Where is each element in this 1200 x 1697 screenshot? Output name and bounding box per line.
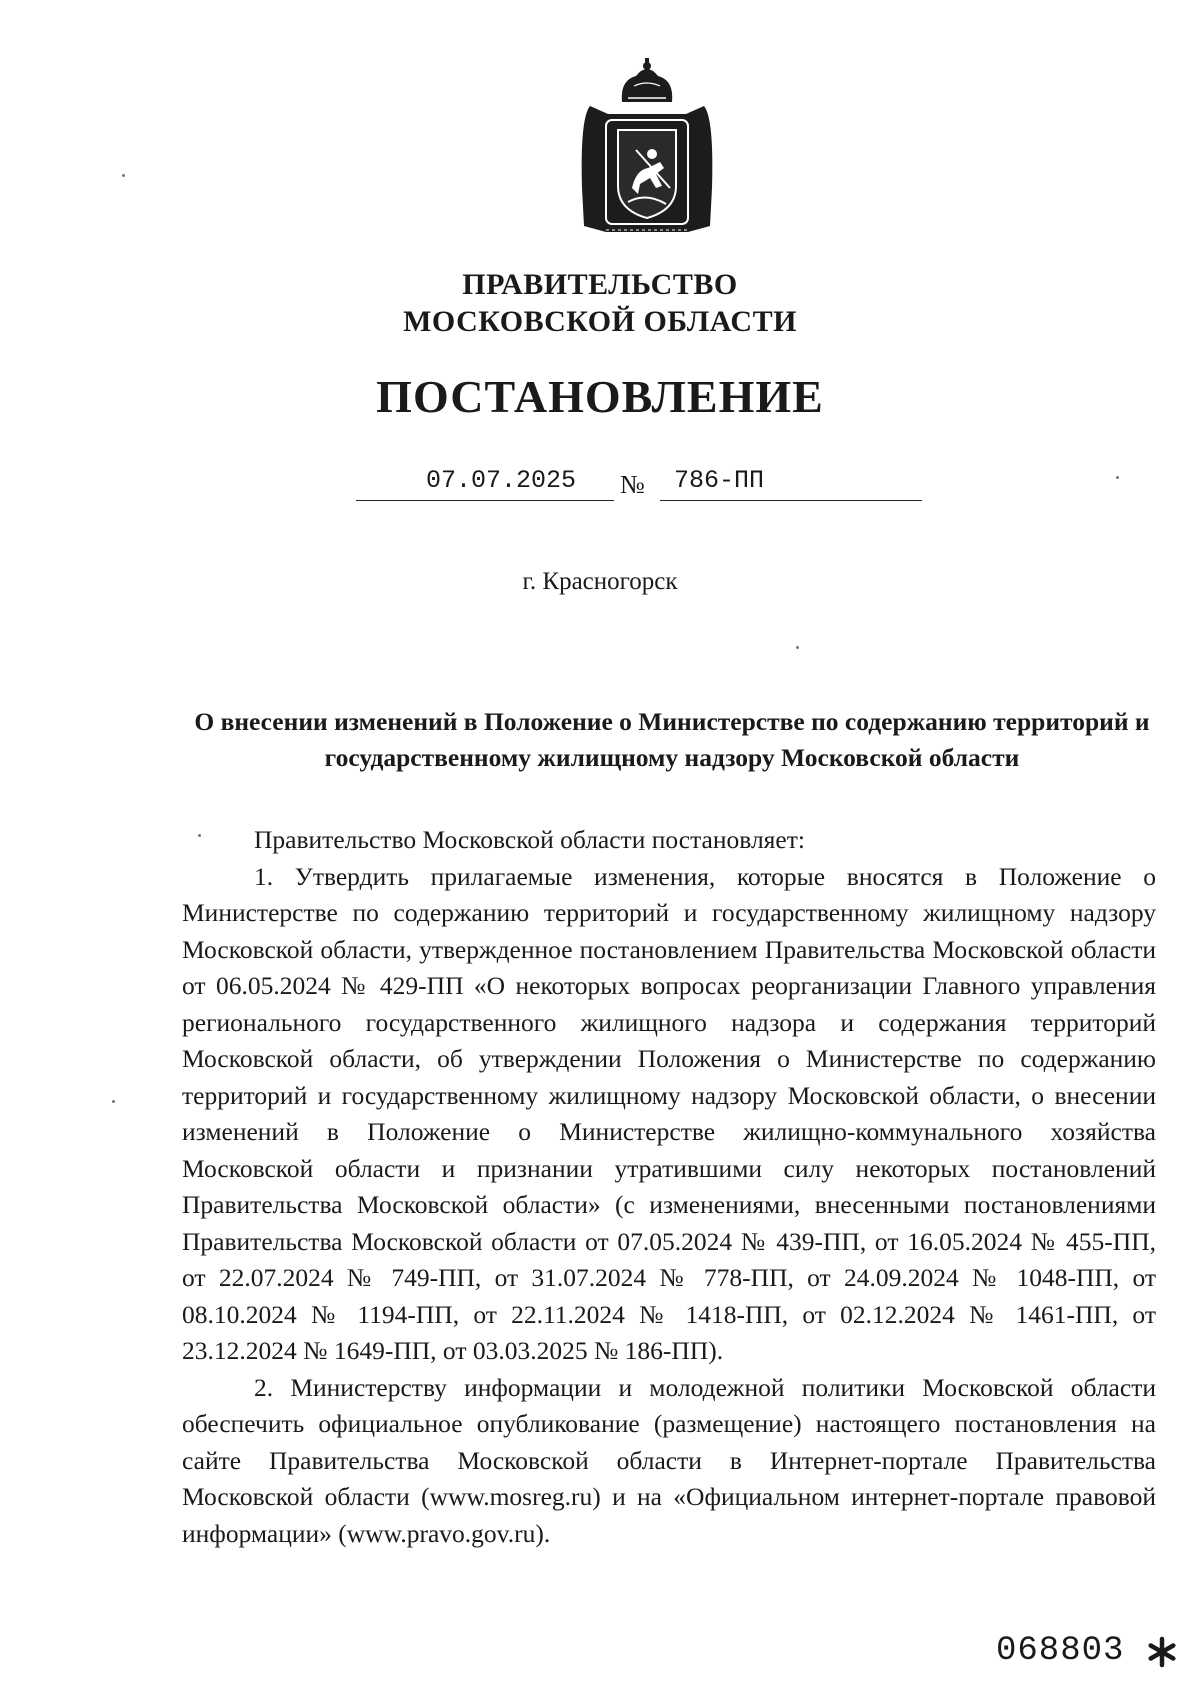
asterisk-icon (1146, 1636, 1178, 1668)
document-body (182, 822, 1156, 1552)
scan-speck (1116, 476, 1119, 479)
scan-speck (122, 174, 125, 177)
body-item-1: 1. Утвердить прилагаемые изменения, которые вносятся в Положение о Министерстве по содержанию территорий и государственному жилищному надзору Московской области, утвержденное постановлением Правительства Московской области от 06.05.2024 № 429-ПП «О некоторых вопросах реорганизации Главного управления регионального государственного жилищного надзора и содержания территорий Московской области, об утверждении Положения о Министерстве по содержанию территорий и государственному жилищному надзору Московской области, о внесении изменений в Положение о Министерстве жилищно-коммунального хозяйства Московской области и признании утратившими силу некоторых постановлений Правительства Московской области» (с изменениями, внесенными постановлениями Правительства Московской области от 07.05.2024 № 439-ПП, от 16.05.2024 № 455-ПП, от 22.07.2024 № 749-ПП, от 31.07.2024 № 778-ПП, от 24.09.2024 № 1048-ПП, от 08.10.2024 № 1194-ПП, от 22.11.2024 № 1418-ПП, от 02.12.2024 № 1461-ПП, от 23.12.2024 № 1649-ПП, от 03.03.2025 № 186-ПП). (182, 861, 1156, 1365)
date-underline (356, 500, 614, 501)
issue-city: г. Красногорск (522, 568, 678, 595)
number-sign: № (620, 470, 645, 499)
body-intro: Правительство Московской области постановляет: (254, 825, 805, 854)
scan-speck (796, 646, 799, 649)
body-item-2: 2. Министерству информации и молодежной политики Московской области обеспечить официальное опубликование (размещение) настоящего постановления на сайте Правительства Московской области в Интернет-портале Правительства Московской области (www.mosreg.ru) и на «Официальном интернет-портале правовой информации» (www.pravo.gov.ru). (182, 1372, 1156, 1548)
document-type-title: ПОСТАНОВЛЕНИЕ (376, 371, 824, 422)
document-subject: О внесении изменений в Положение о Министерстве по содержанию территорий и государственному жилищному надзору Московской области (194, 707, 1150, 772)
form-serial-number: 068803 (996, 1632, 1125, 1670)
document-number: 786-ПП (674, 466, 765, 495)
issuer-line-2: МОСКОВСКОЙ ОБЛАСТИ (403, 305, 797, 338)
issuer-line-1: ПРАВИТЕЛЬСТВО (462, 268, 738, 301)
scan-speck (112, 1100, 115, 1103)
number-underline (660, 500, 922, 501)
coat-of-arms-icon (576, 58, 718, 238)
scan-speck (198, 834, 201, 837)
document-date: 07.07.2025 (426, 466, 577, 495)
